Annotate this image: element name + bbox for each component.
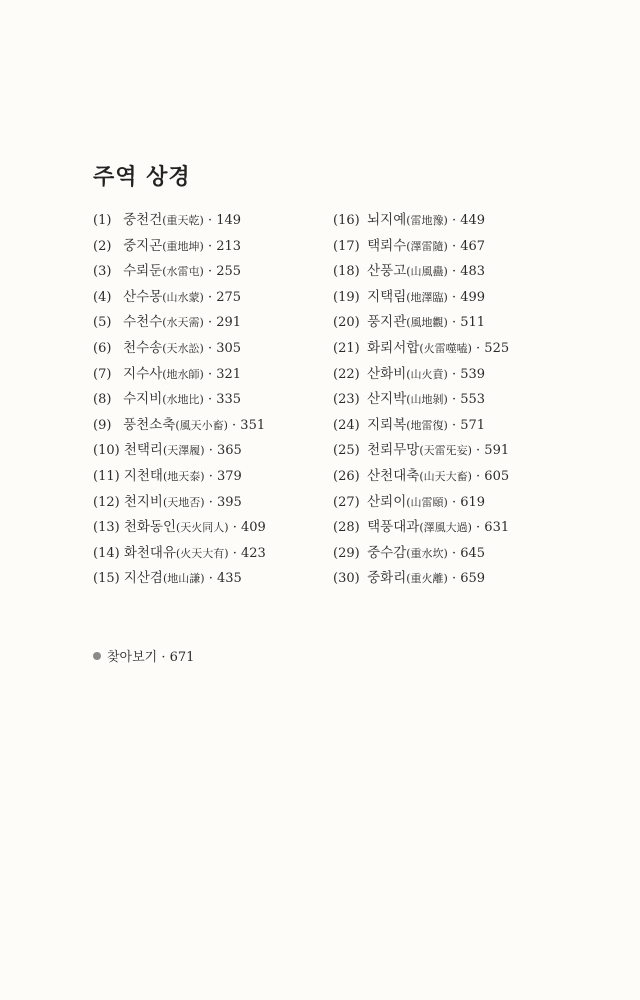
toc-entry[interactable] — [93, 234, 266, 260]
toc-entry-korean-title: 지산겸 — [123, 570, 163, 587]
toc-entry-hanja-title: (山地剝) — [406, 393, 448, 407]
toc-entry[interactable] — [333, 438, 509, 464]
toc-entry-hanja-title: (山雷頤) — [406, 495, 448, 509]
toc-entry-number: (19) — [333, 289, 360, 305]
toc-entry-number: (14) — [93, 545, 120, 561]
toc-entry[interactable] — [333, 234, 509, 260]
toc-entry-page: · 571 — [452, 417, 486, 433]
toc-entry-number: (4) — [93, 289, 112, 305]
toc-entry-page: · 449 — [452, 213, 486, 228]
toc-entry-number: (26) — [333, 468, 360, 484]
toc-entry-korean-title: 지뢰복 — [367, 416, 407, 433]
toc-entry-korean-title: 천지비 — [123, 493, 163, 510]
toc-entry[interactable] — [93, 413, 266, 439]
toc-entry-number: (16) — [333, 213, 360, 228]
toc-entry-number: (5) — [93, 315, 112, 331]
toc-entry-hanja-title: (澤風大過) — [419, 521, 472, 535]
toc-entry[interactable] — [93, 541, 266, 567]
toc-entry-korean-title: 택풍대과 — [367, 519, 420, 536]
toc-entry-page: · 591 — [476, 443, 510, 459]
toc-entry-page: · 423 — [232, 545, 266, 561]
toc-entry-page: · 255 — [208, 264, 242, 280]
toc-entry-korean-title: 중지곤 — [123, 237, 163, 254]
toc-entry-hanja-title: (地澤臨) — [406, 290, 448, 304]
toc-entry[interactable] — [93, 387, 266, 413]
toc-entry-korean-title: 지택림 — [367, 288, 407, 305]
toc-entry-page: · 321 — [208, 366, 242, 382]
toc-entry-page: · 291 — [208, 315, 242, 331]
toc-entry-page: · 275 — [208, 289, 242, 305]
toc-entry-number: (1) — [93, 213, 112, 228]
toc-entry-page: · 335 — [208, 392, 242, 408]
toc-entry-hanja-title: (天水訟) — [162, 341, 204, 355]
toc-entry-hanja-title: (水雷屯) — [162, 265, 204, 279]
toc-entry[interactable] — [93, 208, 266, 234]
toc-entry-hanja-title: (地天泰) — [162, 469, 205, 483]
toc-entry-number: (9) — [93, 417, 112, 433]
toc-entry-korean-title: 택뢰수 — [367, 237, 407, 254]
toc-entry-hanja-title: (地水師) — [162, 367, 204, 381]
toc-entry-page: · 149 — [208, 213, 242, 228]
toc-entry-hanja-title: (山風蠱) — [406, 265, 448, 279]
toc-entry-korean-title: 화뢰서합 — [367, 339, 420, 356]
toc-entry-page: · 511 — [452, 315, 486, 331]
toc-entry-hanja-title: (火天大有) — [176, 546, 229, 560]
toc-entry-korean-title: 중수감 — [367, 544, 407, 561]
toc-entry-number: (28) — [333, 520, 360, 536]
toc-entry-korean-title: 산수몽 — [123, 288, 163, 305]
index-entry[interactable] — [93, 648, 194, 668]
toc-entry[interactable] — [333, 490, 509, 516]
toc-entry-hanja-title: (水地比) — [162, 393, 204, 407]
toc-entry-number: (17) — [333, 238, 360, 254]
toc-entry-hanja-title: (重天乾) — [162, 214, 204, 227]
toc-entry-page: · 395 — [208, 494, 242, 510]
toc-entry-page: · 467 — [452, 238, 486, 254]
toc-entry-number: (29) — [333, 545, 360, 561]
toc-entry-hanja-title: (重地坤) — [162, 239, 204, 253]
toc-entry-hanja-title: (風天小畜) — [175, 418, 228, 432]
toc-entry-hanja-title: (火雷噬嗑) — [419, 341, 472, 355]
toc-entry-korean-title: 수뢰둔 — [123, 263, 163, 280]
toc-entry[interactable] — [333, 285, 509, 311]
toc-entry-page: · 365 — [208, 443, 242, 459]
toc-left-column — [93, 208, 266, 592]
toc-right-column — [333, 208, 509, 592]
toc-entry-korean-title: 천수송 — [123, 339, 163, 356]
toc-entry-number: (20) — [333, 315, 360, 331]
toc-entry-korean-title: 중화리 — [367, 570, 407, 587]
toc-entry-korean-title: 수지비 — [123, 391, 163, 408]
toc-entry[interactable] — [333, 336, 509, 362]
toc-entry-hanja-title: (澤雷隨) — [406, 239, 448, 253]
toc-entry-number: (6) — [93, 340, 112, 356]
toc-entry-number: (7) — [93, 366, 112, 382]
toc-entry-korean-title: 천택리 — [123, 442, 163, 459]
toc-entry-korean-title: 중천건 — [123, 212, 163, 228]
toc-entry-korean-title: 산지박 — [367, 391, 407, 408]
toc-entry-hanja-title: (地山謙) — [162, 572, 205, 586]
toc-entry-korean-title: 천뢰무망 — [367, 442, 420, 459]
toc-entry-page: · 305 — [208, 340, 242, 356]
toc-entry-page: · 539 — [452, 366, 486, 382]
toc-entry-hanja-title: (山水蒙) — [162, 290, 204, 304]
toc-entry-hanja-title: (天地否) — [162, 495, 205, 509]
toc-entry-number: (21) — [333, 340, 360, 356]
toc-entry-korean-title: 산뢰이 — [367, 493, 407, 510]
toc-entry-hanja-title: (地雷復) — [406, 418, 448, 432]
toc-entry-page: · 409 — [232, 520, 266, 536]
toc-entry-hanja-title: (天雷旡妄) — [419, 444, 472, 458]
toc-entry-hanja-title: (雷地豫) — [406, 214, 448, 227]
toc-entry-number: (12) — [93, 494, 120, 510]
toc-entry-page: · 525 — [476, 340, 510, 356]
toc-entry-number: (22) — [333, 366, 360, 382]
toc-entry-hanja-title: (風地觀) — [406, 316, 448, 330]
toc-entry[interactable] — [93, 336, 266, 362]
toc-entry[interactable] — [93, 362, 266, 388]
toc-entry-number: (27) — [333, 494, 360, 510]
toc-entry-hanja-title: (山火賁) — [406, 367, 448, 381]
toc-entry-number: (23) — [333, 392, 360, 408]
toc-entry[interactable] — [333, 387, 509, 413]
toc-entry[interactable] — [93, 310, 266, 336]
page-title: 주역 상경 — [93, 165, 191, 190]
toc-entry-page: · 631 — [476, 520, 510, 536]
toc-entry[interactable] — [93, 259, 266, 285]
toc-entry[interactable] — [93, 490, 266, 516]
toc-entry[interactable] — [333, 208, 509, 234]
toc-entry-korean-title: 뇌지예 — [367, 212, 407, 228]
toc-entry-page: · 605 — [476, 468, 510, 484]
toc-entry[interactable] — [93, 438, 266, 464]
toc-entry-number: (11) — [93, 468, 120, 484]
toc-entry-number: (24) — [333, 417, 360, 433]
toc-entry-hanja-title: (重火離) — [406, 572, 448, 586]
toc-entry-page: · 379 — [208, 468, 242, 484]
toc-entry-korean-title: 산화비 — [367, 365, 407, 382]
toc-entry-korean-title: 산천대축 — [367, 467, 420, 484]
toc-entry-page: · 619 — [452, 494, 486, 510]
toc-entry-korean-title: 지천태 — [123, 467, 163, 484]
toc-entry-page: · 213 — [208, 238, 242, 254]
toc-entry-number: (10) — [93, 443, 120, 459]
toc-entry[interactable] — [93, 515, 266, 541]
toc-entry-korean-title: 천화동인 — [123, 519, 176, 536]
toc-entry[interactable] — [333, 541, 509, 567]
toc-entry-hanja-title: (天火同人) — [176, 521, 229, 535]
toc-entry-hanja-title: (天澤履) — [162, 444, 205, 458]
toc-entry[interactable] — [93, 464, 266, 490]
toc-entry[interactable] — [333, 464, 509, 490]
toc-entry[interactable] — [93, 566, 266, 592]
toc-entry-page: · 499 — [452, 289, 486, 305]
toc-entry-korean-title: 화천대유 — [123, 544, 176, 561]
toc-entry-page: · 483 — [452, 264, 486, 280]
toc-entry-page: · 435 — [208, 571, 242, 587]
toc-entry-page: · 645 — [452, 545, 486, 561]
toc-entry-hanja-title: (重水坎) — [406, 546, 448, 560]
toc-entry-hanja-title: (水天需) — [162, 316, 204, 330]
toc-entry-page: · 553 — [452, 392, 486, 408]
toc-entry[interactable] — [333, 362, 509, 388]
toc-entry-number: (13) — [93, 520, 120, 536]
toc-entry-number: (3) — [93, 264, 112, 280]
toc-entry-number: (25) — [333, 443, 360, 459]
toc-entry[interactable] — [333, 566, 509, 592]
toc-entry-korean-title: 풍지관 — [367, 314, 407, 331]
toc-entry-number: (15) — [93, 571, 120, 587]
toc-entry-page: · 659 — [452, 571, 486, 587]
toc-entry-number: (18) — [333, 264, 360, 280]
index-page: · 671 — [161, 650, 195, 665]
toc-entry-number: (30) — [333, 571, 360, 587]
bullet-icon — [93, 652, 101, 660]
toc-entry-korean-title: 산풍고 — [367, 263, 407, 280]
toc-entry-korean-title: 지수사 — [123, 365, 163, 382]
toc-entry[interactable] — [333, 259, 509, 285]
toc-entry-korean-title: 수천수 — [123, 314, 163, 331]
toc-entry[interactable] — [333, 310, 509, 336]
toc-entry-korean-title: 풍천소축 — [123, 416, 176, 433]
toc-entry[interactable] — [333, 413, 509, 439]
toc-entry-hanja-title: (山天大畜) — [419, 469, 472, 483]
toc-entry-number: (2) — [93, 238, 112, 254]
toc-entry-number: (8) — [93, 392, 112, 408]
index-label: 찾아보기 — [107, 650, 158, 665]
toc-entry[interactable] — [93, 285, 266, 311]
toc-entry[interactable] — [333, 515, 509, 541]
toc-entry-page: · 351 — [232, 417, 266, 433]
